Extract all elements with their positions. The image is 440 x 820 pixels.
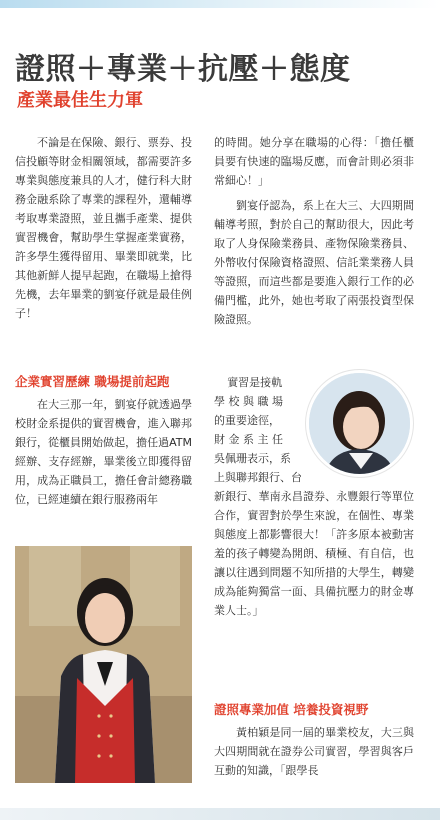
paragraph-intro: 不論是在保險、銀行、票券、投信投顧等財金相關領域，都需要許多專業與態度兼具的人才，健行科大財務金融系除了專業的課程外，還輔導考取專業證照，並且攜手產業、提供實習機會，幫助學生掌握產業實務，許多學生獲得留用、畢業即就業，比其他新鮮人提早起跑，在職場上搶得先機，去年畢業的劉宴伃就是最佳例子！ — [15, 136, 192, 320]
wrap-line: 的重要途徑， — [214, 414, 280, 427]
article-subtitle: 產業最佳生力軍 — [17, 90, 143, 111]
wrap-line: 實習是接軌 — [227, 376, 283, 389]
paragraph-certificates: 劉宴伃認為，系上在大三、大四期間輔導考照，對於自己的幫助很大，因此考取了人身保險業務員、產物保險業務員、外幣收付保險資格證照、信託業業務人員等證照，而這些都是要進入銀行工作的必備門檻，此外，她也考取了兩張投資型保險證照。 — [214, 199, 414, 326]
top-decorative-band — [0, 0, 440, 8]
paragraph-wrap-around-photo — [214, 373, 306, 487]
wrap-line: 財 金 系 主 任 — [214, 433, 283, 446]
paragraph-director-quote: 新銀行、華南永昌證券、永豐銀行等單位合作，實習對於學生來說，在個性、專業與態度上都影響很大！「許多原本被動害羞的孩子轉變為開朗、積極、有自信，也讓以往遇到問題不知所措的大學生，轉變成為能夠獨當一面、具備抗壓力的財金專業人士。」 — [214, 490, 414, 617]
section-heading-internship: 企業實習歷練 職場提前起跑 — [15, 374, 170, 389]
paragraph-internship: 在大三那一年，劉宴伃就透過學校財金系提供的實習機會，進入聯邦銀行，從櫃員開始做起，擔任過ATM經辦、支存經辦，畢業後立即獲得留用，成為正職員工，擔任會計總務職位，已經連續在銀行服務兩年 — [15, 398, 192, 506]
wrap-line: 上與聯邦銀行、台 — [214, 471, 302, 484]
paragraph-alumni: 黃柏穎是同一屆的畢業校友，大三與大四期間就在證券公司實習，學習與客戶互動的知識，「跟學長 — [214, 726, 414, 777]
director-portrait-image — [309, 373, 410, 474]
section-heading-certificates: 證照專業加值 培養投資視野 — [214, 702, 369, 717]
paragraph-experience: 的時間。她分享在職場的心得：「擔任櫃員要有快速的臨場反應，而會計則必須非常細心！」 — [214, 136, 414, 187]
bottom-decorative-band — [0, 808, 440, 820]
student-photo — [15, 546, 192, 783]
article-title: 證照＋專業＋抗壓＋態度 — [15, 52, 351, 87]
student-portrait-image — [15, 546, 192, 783]
wrap-line: 吳佩珊表示，系 — [214, 452, 291, 465]
director-photo — [306, 370, 413, 477]
wrap-line: 學 校 與 職 場 — [214, 395, 283, 408]
